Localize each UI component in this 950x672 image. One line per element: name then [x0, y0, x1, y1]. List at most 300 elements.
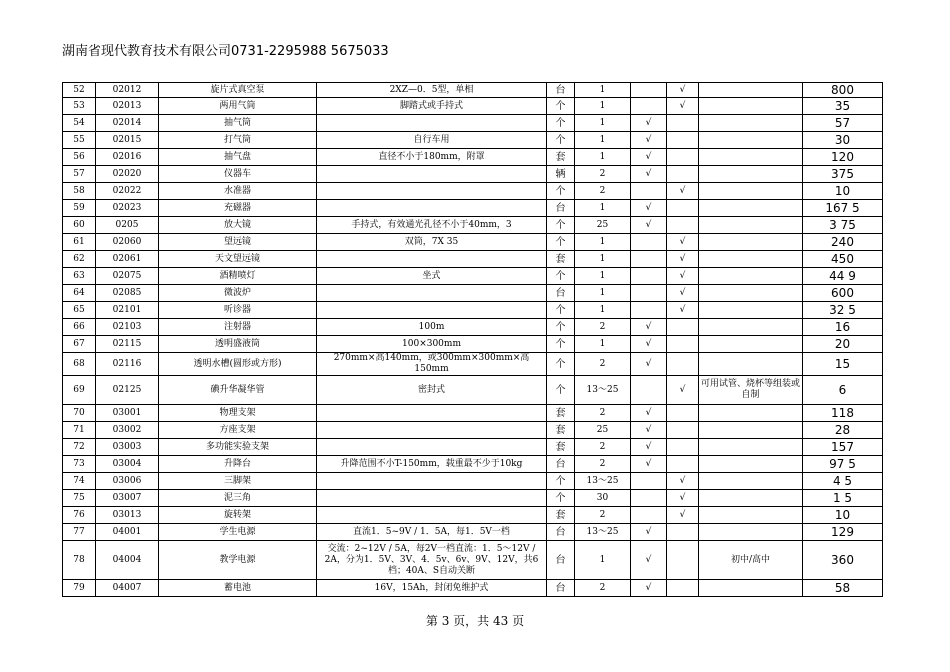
item-name-cell: 酒精喷灯: [159, 268, 317, 285]
quantity-cell: 1: [575, 132, 631, 149]
check-column-a-cell: √: [631, 580, 667, 597]
table-row: [63, 473, 883, 490]
item-code-cell: 02015: [96, 132, 159, 149]
unit-cell: 个: [547, 473, 575, 490]
item-code-cell: 02014: [96, 115, 159, 132]
price-cell: 58: [803, 580, 883, 597]
item-code-cell: 02103: [96, 319, 159, 336]
check-column-b-cell: √: [667, 183, 699, 200]
quantity-cell: 1: [575, 200, 631, 217]
quantity-cell: 1: [575, 149, 631, 166]
row-number-cell: 73: [63, 456, 96, 473]
item-name-cell: 仪器车: [159, 166, 317, 183]
price-cell: 15: [803, 353, 883, 376]
item-name-cell: 蓄电池: [159, 580, 317, 597]
item-code-cell: 03002: [96, 422, 159, 439]
check-column-a-cell: [631, 490, 667, 507]
price-cell: 240: [803, 234, 883, 251]
item-name-cell: 听诊器: [159, 302, 317, 319]
quantity-cell: 13～25: [575, 524, 631, 541]
row-number-cell: 63: [63, 268, 96, 285]
spec-cell: [317, 183, 547, 200]
check-column-a-cell: [631, 285, 667, 302]
page-footer: 第 3 页，共 43 页: [425, 614, 525, 628]
price-cell: 129: [803, 524, 883, 541]
check-column-b-cell: √: [667, 251, 699, 268]
check-column-b-cell: [667, 353, 699, 376]
item-code-cell: 02023: [96, 200, 159, 217]
check-column-b-cell: [667, 166, 699, 183]
item-code-cell: 03006: [96, 473, 159, 490]
check-column-b-cell: √: [667, 285, 699, 302]
quantity-cell: 2: [575, 405, 631, 422]
check-column-b-cell: √: [667, 376, 699, 405]
item-name-cell: 注射器: [159, 319, 317, 336]
price-cell: 32 5: [803, 302, 883, 319]
check-column-b-cell: [667, 149, 699, 166]
unit-cell: 台: [547, 541, 575, 580]
price-cell: 30: [803, 132, 883, 149]
spec-cell: 100m: [317, 319, 547, 336]
check-column-a-cell: √: [631, 456, 667, 473]
note-cell: [699, 200, 803, 217]
check-column-b-cell: [667, 336, 699, 353]
price-cell: 28: [803, 422, 883, 439]
spec-cell: [317, 166, 547, 183]
item-name-cell: 旋片式真空泵: [159, 83, 317, 98]
item-code-cell: 02012: [96, 83, 159, 98]
row-number-cell: 67: [63, 336, 96, 353]
table-row: [63, 580, 883, 597]
page-header-title: 湖南省现代教育技术有限公司0731-2295988 5675033: [62, 44, 389, 59]
check-column-a-cell: √: [631, 405, 667, 422]
item-name-cell: 两用气筒: [159, 98, 317, 115]
item-name-cell: 抽气盘: [159, 149, 317, 166]
unit-cell: 个: [547, 183, 575, 200]
unit-cell: 套: [547, 439, 575, 456]
row-number-cell: 52: [63, 83, 96, 98]
item-name-cell: 升降台: [159, 456, 317, 473]
price-cell: 600: [803, 285, 883, 302]
check-column-a-cell: √: [631, 524, 667, 541]
check-column-b-cell: √: [667, 83, 699, 98]
item-code-cell: 02085: [96, 285, 159, 302]
item-name-cell: 透明水槽(圆形或方形): [159, 353, 317, 376]
spec-cell: 自行车用: [317, 132, 547, 149]
spec-cell: [317, 302, 547, 319]
item-code-cell: 02016: [96, 149, 159, 166]
row-number-cell: 60: [63, 217, 96, 234]
note-cell: [699, 336, 803, 353]
note-cell: [699, 439, 803, 456]
row-number-cell: 68: [63, 353, 96, 376]
check-column-a-cell: [631, 98, 667, 115]
row-number-cell: 64: [63, 285, 96, 302]
check-column-a-cell: √: [631, 166, 667, 183]
spec-cell: 直流1．5~9V / 1．5A，每1．5V一档: [317, 524, 547, 541]
spec-cell: 双筒，7X 35: [317, 234, 547, 251]
quantity-cell: 25: [575, 422, 631, 439]
quantity-cell: 30: [575, 490, 631, 507]
row-number-cell: 74: [63, 473, 96, 490]
item-code-cell: 02061: [96, 251, 159, 268]
check-column-a-cell: [631, 234, 667, 251]
spec-cell: 16V，15Ah，封闭免维护式: [317, 580, 547, 597]
item-name-cell: 教学电源: [159, 541, 317, 580]
item-name-cell: 抽气筒: [159, 115, 317, 132]
spec-cell: [317, 439, 547, 456]
table-row: [63, 149, 883, 166]
unit-cell: 套: [547, 422, 575, 439]
item-name-cell: 水准器: [159, 183, 317, 200]
row-number-cell: 70: [63, 405, 96, 422]
quantity-cell: 13～25: [575, 376, 631, 405]
quantity-cell: 1: [575, 302, 631, 319]
item-name-cell: 碘升华凝华管: [159, 376, 317, 405]
check-column-a-cell: √: [631, 319, 667, 336]
row-number-cell: 79: [63, 580, 96, 597]
item-name-cell: 方座支架: [159, 422, 317, 439]
quantity-cell: 1: [575, 541, 631, 580]
item-name-cell: 旋转架: [159, 507, 317, 524]
note-cell: [699, 251, 803, 268]
unit-cell: 台: [547, 524, 575, 541]
unit-cell: 个: [547, 217, 575, 234]
table-row: [63, 98, 883, 115]
check-column-a-cell: [631, 302, 667, 319]
quantity-cell: 1: [575, 115, 631, 132]
check-column-b-cell: [667, 200, 699, 217]
check-column-a-cell: [631, 251, 667, 268]
price-cell: 118: [803, 405, 883, 422]
row-number-cell: 77: [63, 524, 96, 541]
item-name-cell: 充磁器: [159, 200, 317, 217]
quantity-cell: 13～25: [575, 473, 631, 490]
quantity-cell: 2: [575, 456, 631, 473]
quantity-cell: 2: [575, 183, 631, 200]
table-row: [63, 456, 883, 473]
quantity-cell: 1: [575, 83, 631, 98]
note-cell: [699, 132, 803, 149]
unit-cell: 个: [547, 302, 575, 319]
item-code-cell: 03004: [96, 456, 159, 473]
row-number-cell: 66: [63, 319, 96, 336]
note-cell: [699, 217, 803, 234]
spec-cell: [317, 473, 547, 490]
price-cell: 450: [803, 251, 883, 268]
price-cell: 57: [803, 115, 883, 132]
check-column-b-cell: √: [667, 490, 699, 507]
table-row: [63, 336, 883, 353]
table-row: [63, 132, 883, 149]
price-cell: 360: [803, 541, 883, 580]
row-number-cell: 61: [63, 234, 96, 251]
check-column-b-cell: [667, 439, 699, 456]
quantity-cell: 2: [575, 580, 631, 597]
check-column-b-cell: [667, 541, 699, 580]
quantity-cell: 2: [575, 507, 631, 524]
row-number-cell: 55: [63, 132, 96, 149]
item-code-cell: 02060: [96, 234, 159, 251]
note-cell: 可用试管、烧杯等组装或自制: [699, 376, 803, 405]
unit-cell: 套: [547, 507, 575, 524]
spec-cell: [317, 405, 547, 422]
price-cell: 4 5: [803, 473, 883, 490]
table-row: [63, 439, 883, 456]
spec-cell: 100×300mm: [317, 336, 547, 353]
unit-cell: 台: [547, 456, 575, 473]
unit-cell: 个: [547, 336, 575, 353]
row-number-cell: 75: [63, 490, 96, 507]
row-number-cell: 54: [63, 115, 96, 132]
item-name-cell: 天文望远镜: [159, 251, 317, 268]
item-code-cell: 04001: [96, 524, 159, 541]
unit-cell: 套: [547, 405, 575, 422]
check-column-a-cell: [631, 473, 667, 490]
unit-cell: 台: [547, 285, 575, 302]
row-number-cell: 65: [63, 302, 96, 319]
row-number-cell: 58: [63, 183, 96, 200]
row-number-cell: 69: [63, 376, 96, 405]
check-column-a-cell: √: [631, 132, 667, 149]
unit-cell: 套: [547, 149, 575, 166]
item-name-cell: 透明盛液筒: [159, 336, 317, 353]
quantity-cell: 25: [575, 217, 631, 234]
check-column-b-cell: [667, 115, 699, 132]
table-row: [63, 268, 883, 285]
table-row: [63, 302, 883, 319]
quantity-cell: 1: [575, 268, 631, 285]
spec-cell: 2XZ—0．5型，单相: [317, 83, 547, 98]
table-body: [63, 83, 883, 597]
item-code-cell: 02115: [96, 336, 159, 353]
item-name-cell: 泥三角: [159, 490, 317, 507]
note-cell: [699, 234, 803, 251]
unit-cell: 台: [547, 580, 575, 597]
check-column-b-cell: [667, 524, 699, 541]
price-cell: 10: [803, 507, 883, 524]
note-cell: [699, 183, 803, 200]
spec-cell: [317, 490, 547, 507]
item-name-cell: 三脚架: [159, 473, 317, 490]
note-cell: [699, 473, 803, 490]
check-column-b-cell: [667, 422, 699, 439]
spec-cell: [317, 200, 547, 217]
spec-cell: 直径不小于180mm，附罩: [317, 149, 547, 166]
check-column-a-cell: √: [631, 353, 667, 376]
check-column-a-cell: [631, 268, 667, 285]
item-code-cell: 03007: [96, 490, 159, 507]
item-code-cell: 02101: [96, 302, 159, 319]
item-code-cell: 03003: [96, 439, 159, 456]
unit-cell: 辆: [547, 166, 575, 183]
unit-cell: 个: [547, 98, 575, 115]
unit-cell: 个: [547, 490, 575, 507]
price-cell: 3 75: [803, 217, 883, 234]
price-cell: 16: [803, 319, 883, 336]
price-cell: 120: [803, 149, 883, 166]
item-code-cell: 04007: [96, 580, 159, 597]
note-cell: [699, 422, 803, 439]
check-column-a-cell: √: [631, 200, 667, 217]
table-row: [63, 405, 883, 422]
note-cell: [699, 302, 803, 319]
unit-cell: 个: [547, 132, 575, 149]
check-column-b-cell: [667, 580, 699, 597]
row-number-cell: 62: [63, 251, 96, 268]
table-row: [63, 183, 883, 200]
note-cell: [699, 507, 803, 524]
item-name-cell: 微波炉: [159, 285, 317, 302]
table-row: [63, 285, 883, 302]
item-name-cell: 放大镜: [159, 217, 317, 234]
item-name-cell: 多功能实验支架: [159, 439, 317, 456]
table-row: [63, 353, 883, 376]
row-number-cell: 78: [63, 541, 96, 580]
check-column-a-cell: √: [631, 217, 667, 234]
table-row: [63, 422, 883, 439]
table-row: [63, 251, 883, 268]
quantity-cell: 2: [575, 353, 631, 376]
spec-cell: 交流：2~12V / 5A，每2V一档直流：1．5～12V / 2A，分为1．5V、3V、4．5v、6v、9V、12V，共6档；40A、S自动关断: [317, 541, 547, 580]
table-row: [63, 319, 883, 336]
unit-cell: 个: [547, 115, 575, 132]
unit-cell: 个: [547, 319, 575, 336]
check-column-a-cell: [631, 83, 667, 98]
check-column-b-cell: [667, 319, 699, 336]
item-code-cell: 02125: [96, 376, 159, 405]
item-code-cell: 0205: [96, 217, 159, 234]
check-column-b-cell: √: [667, 98, 699, 115]
note-cell: [699, 319, 803, 336]
table-row: [63, 524, 883, 541]
check-column-a-cell: √: [631, 115, 667, 132]
unit-cell: 台: [547, 200, 575, 217]
unit-cell: 套: [547, 251, 575, 268]
item-name-cell: 学生电源: [159, 524, 317, 541]
table-row: [63, 115, 883, 132]
check-column-a-cell: √: [631, 439, 667, 456]
item-code-cell: 02022: [96, 183, 159, 200]
item-code-cell: 03001: [96, 405, 159, 422]
row-number-cell: 71: [63, 422, 96, 439]
quantity-cell: 1: [575, 251, 631, 268]
unit-cell: 台: [547, 83, 575, 98]
price-cell: 375: [803, 166, 883, 183]
spec-cell: 手持式，有效通光孔径不小于40mm，3: [317, 217, 547, 234]
check-column-a-cell: √: [631, 541, 667, 580]
quantity-cell: 2: [575, 166, 631, 183]
table-row: [63, 83, 883, 98]
note-cell: [699, 353, 803, 376]
price-cell: 800: [803, 83, 883, 98]
unit-cell: 个: [547, 353, 575, 376]
spec-cell: 270mm×高140mm，或300mm×300mm×高150mm: [317, 353, 547, 376]
check-column-a-cell: √: [631, 336, 667, 353]
note-cell: [699, 490, 803, 507]
item-name-cell: 望远镜: [159, 234, 317, 251]
note-cell: [699, 456, 803, 473]
spec-cell: [317, 251, 547, 268]
table-row: [63, 166, 883, 183]
check-column-b-cell: √: [667, 473, 699, 490]
table-row: [63, 200, 883, 217]
check-column-b-cell: [667, 456, 699, 473]
note-cell: [699, 405, 803, 422]
quantity-cell: 1: [575, 98, 631, 115]
check-column-b-cell: √: [667, 268, 699, 285]
unit-cell: 个: [547, 376, 575, 405]
row-number-cell: 59: [63, 200, 96, 217]
note-cell: [699, 524, 803, 541]
quantity-cell: 1: [575, 285, 631, 302]
check-column-a-cell: [631, 507, 667, 524]
row-number-cell: 57: [63, 166, 96, 183]
note-cell: [699, 166, 803, 183]
quantity-cell: 1: [575, 234, 631, 251]
check-column-b-cell: √: [667, 234, 699, 251]
price-cell: 1 5: [803, 490, 883, 507]
spec-cell: 升降范围不小T-150mm，载重最不少于10kg: [317, 456, 547, 473]
table-row: [63, 507, 883, 524]
note-cell: [699, 268, 803, 285]
note-cell: 初中/高中: [699, 541, 803, 580]
spec-cell: 密封式: [317, 376, 547, 405]
check-column-b-cell: √: [667, 507, 699, 524]
spec-cell: 坐式: [317, 268, 547, 285]
note-cell: [699, 115, 803, 132]
check-column-b-cell: [667, 132, 699, 149]
check-column-b-cell: [667, 405, 699, 422]
item-name-cell: 打气筒: [159, 132, 317, 149]
note-cell: [699, 98, 803, 115]
spec-cell: [317, 285, 547, 302]
spec-cell: [317, 115, 547, 132]
quantity-cell: 1: [575, 336, 631, 353]
row-number-cell: 53: [63, 98, 96, 115]
table-row: [63, 541, 883, 580]
quantity-cell: 2: [575, 319, 631, 336]
check-column-a-cell: [631, 376, 667, 405]
item-code-cell: 02075: [96, 268, 159, 285]
table-row: [63, 217, 883, 234]
price-cell: 20: [803, 336, 883, 353]
unit-cell: 个: [547, 234, 575, 251]
quantity-cell: 2: [575, 439, 631, 456]
check-column-a-cell: [631, 183, 667, 200]
spec-cell: [317, 507, 547, 524]
equipment-table: [62, 82, 883, 597]
price-cell: 157: [803, 439, 883, 456]
item-code-cell: 02013: [96, 98, 159, 115]
price-cell: 6: [803, 376, 883, 405]
spec-cell: 脚踏式或手持式: [317, 98, 547, 115]
price-cell: 35: [803, 98, 883, 115]
check-column-b-cell: [667, 217, 699, 234]
price-cell: 44 9: [803, 268, 883, 285]
table-row: [63, 490, 883, 507]
price-cell: 10: [803, 183, 883, 200]
note-cell: [699, 285, 803, 302]
item-code-cell: 02020: [96, 166, 159, 183]
check-column-b-cell: √: [667, 302, 699, 319]
item-code-cell: 02116: [96, 353, 159, 376]
row-number-cell: 56: [63, 149, 96, 166]
unit-cell: 个: [547, 268, 575, 285]
spec-cell: [317, 422, 547, 439]
price-cell: 97 5: [803, 456, 883, 473]
table-row: [63, 376, 883, 405]
